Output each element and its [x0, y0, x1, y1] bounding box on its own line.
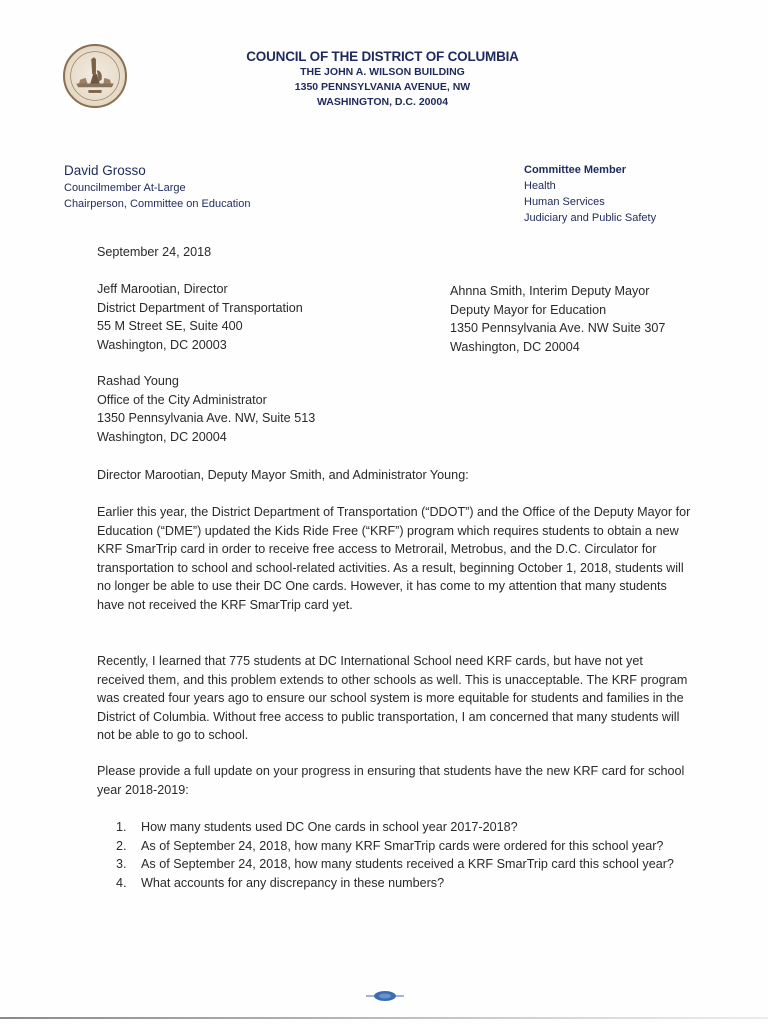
- recipient-line: Washington, DC 20004: [450, 339, 580, 354]
- footer-ornament-icon: [366, 989, 404, 1001]
- question-text: What accounts for any discrepancy in these numbers?: [141, 875, 445, 890]
- recipient-line: Rashad Young: [97, 374, 179, 388]
- question-item: [116, 874, 691, 893]
- recipient-line: 1350 Pennsylvania Ave. NW Suite 307: [450, 321, 666, 336]
- salutation: Director Marootian, Deputy Mayor Smith, and Administrator Young:: [97, 468, 469, 482]
- question-item: [116, 818, 691, 837]
- sender-block: [64, 162, 250, 212]
- question-text: As of September 24, 2018, how many KRF SmarTrip cards were ordered for this school year?: [141, 838, 664, 853]
- recipient-line: Washington, DC 20004: [97, 429, 227, 444]
- question-number: 2.: [116, 838, 127, 853]
- question-text: How many students used DC One cards in school year 2017-2018?: [141, 820, 518, 834]
- recipient-address: [450, 282, 665, 356]
- question-item: [116, 837, 691, 856]
- dc-council-seal-icon: [63, 44, 127, 108]
- recipient-line: Deputy Mayor for Education: [450, 302, 607, 317]
- recipient-line: Office of the City Administrator: [97, 392, 267, 407]
- committee-item: Health: [524, 180, 556, 192]
- recipient-line: 1350 Pennsylvania Ave. NW, Suite 513: [97, 411, 316, 426]
- footer-divider: [0, 1017, 768, 1019]
- question-number: 1.: [116, 820, 127, 834]
- sender-title: Councilmember At-Large: [64, 182, 186, 194]
- council-title: COUNCIL OF THE DISTRICT OF COLUMBIA: [246, 49, 519, 64]
- committee-item: Judiciary and Public Safety: [524, 212, 657, 224]
- recipient-address: [97, 280, 303, 354]
- building-name: THE JOHN A. WILSON BUILDING: [300, 66, 465, 78]
- sender-chair-title: Chairperson, Committee on Education: [64, 198, 251, 210]
- committee-item: Human Services: [524, 196, 605, 208]
- letter-date: September 24, 2018: [97, 245, 212, 259]
- question-list: [116, 818, 691, 892]
- body-paragraph: Please provide a full update on your progress in ensuring that students have the new KRF card for school year 2018-2019:: [97, 764, 685, 797]
- question-text: As of September 24, 2018, how many students received a KRF SmarTrip card this school year?: [141, 857, 674, 872]
- recipient-line: Ahnna Smith, Interim Deputy Mayor: [450, 284, 650, 298]
- recipient-address: [97, 372, 315, 446]
- street-address: 1350 PENNSYLVANIA AVENUE, NW: [294, 81, 471, 93]
- recipient-line: 55 M Street SE, Suite 400: [97, 319, 243, 334]
- sender-name: David Grosso: [64, 163, 146, 178]
- city-address: WASHINGTON, D.C. 20004: [316, 96, 449, 108]
- body-paragraph: Earlier this year, the District Department of Transportation (“DDOT”) and the Office of the Deputy Mayor for Education (“DME”) updated the Kids Ride Free (“KRF”) program which requires students to obtain a new KRF SmarTrip card in order to receive free access to Metrorail, Metrobus, and the D.C. Circulator for transportation to school and school-related activities. As a result, beginning October 1, 2018, students will no longer be able to use their DC One cards. However, it has come to my attention that many students have not received the KRF SmarTrip card yet.: [97, 505, 691, 612]
- body-paragraph: Recently, I learned that 775 students at DC International School need KRF cards, but have not yet received them, and this problem extends to other schools as well. This is unacceptable. The KRF program was created four years ago to ensure our school system is more equitable for students and families in the District of Columbia. Without free access to public transportation, I am concerned that many students will not be able to go to school.: [97, 654, 688, 743]
- recipient-line: Washington, DC 20003: [97, 337, 227, 352]
- recipient-line: District Department of Transportation: [97, 300, 303, 315]
- committee-heading: Committee Member: [524, 164, 627, 176]
- question-number: 4.: [116, 875, 127, 890]
- question-number: 3.: [116, 857, 127, 872]
- recipient-line: Jeff Marootian, Director: [97, 282, 228, 296]
- question-item: [116, 855, 691, 874]
- committee-block: [524, 162, 656, 226]
- letterhead: [220, 48, 545, 110]
